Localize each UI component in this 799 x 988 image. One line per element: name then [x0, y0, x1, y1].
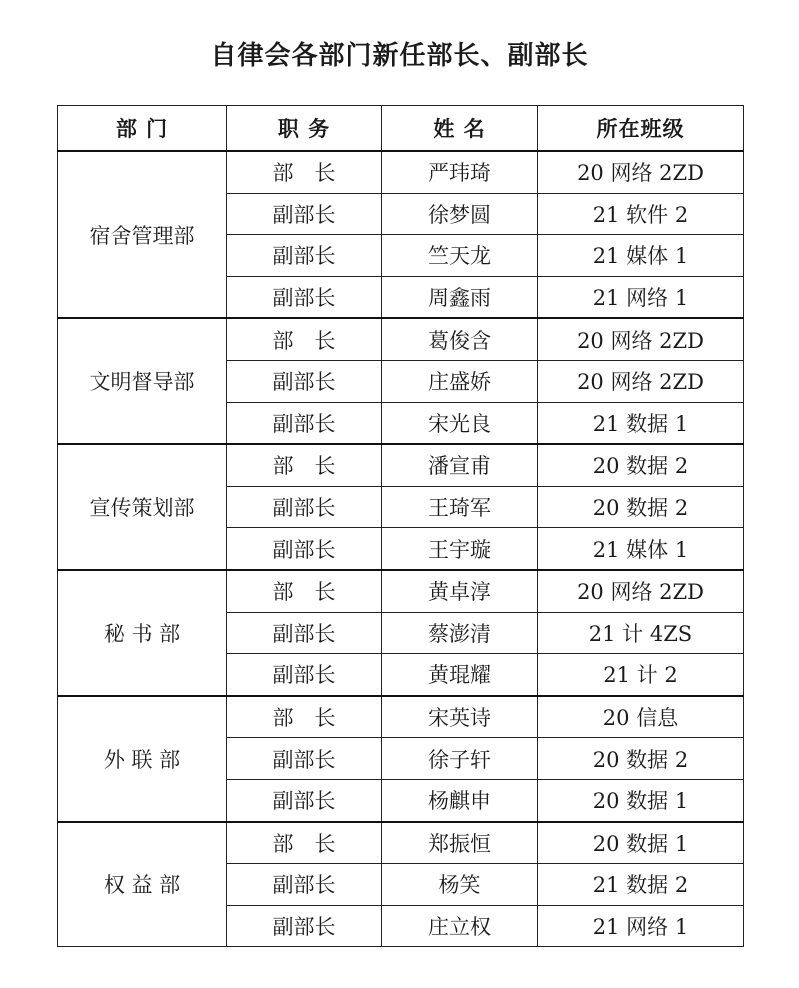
position-cell: 副部长 — [227, 864, 382, 906]
class-cell: 20 网络 2ZD — [538, 570, 744, 612]
position-cell: 部 长 — [227, 151, 382, 193]
class-cell: 20 网络 2ZD — [538, 318, 744, 360]
class-cell: 20 数据 2 — [538, 444, 744, 486]
position-cell: 副部长 — [227, 235, 382, 277]
position-cell: 副部长 — [227, 528, 382, 570]
department-cell: 外 联 部 — [58, 696, 227, 822]
roster-table — [57, 105, 744, 947]
department-cell: 秘 书 部 — [58, 570, 227, 696]
position-cell: 副部长 — [227, 486, 382, 528]
position-cell: 副部长 — [227, 612, 382, 654]
name-cell: 黄卓淳 — [382, 570, 538, 612]
class-cell: 20 数据 2 — [538, 486, 744, 528]
position-cell: 部 长 — [227, 444, 382, 486]
name-cell: 徐子轩 — [382, 738, 538, 780]
table-row — [58, 822, 744, 864]
name-cell: 黄琨耀 — [382, 654, 538, 696]
name-cell: 宋英诗 — [382, 696, 538, 738]
name-cell: 宋光良 — [382, 402, 538, 444]
table-row — [58, 570, 744, 612]
table-row — [58, 696, 744, 738]
department-cell: 宿舍管理部 — [58, 151, 227, 318]
name-cell: 蔡澎清 — [382, 612, 538, 654]
name-cell: 严玮琦 — [382, 151, 538, 193]
position-cell: 副部长 — [227, 779, 382, 821]
class-cell: 20 网络 2ZD — [538, 360, 744, 402]
class-cell: 21 网络 1 — [538, 276, 744, 318]
class-cell: 21 媒体 1 — [538, 528, 744, 570]
table-row — [58, 151, 744, 193]
position-cell: 副部长 — [227, 402, 382, 444]
header-position: 职 务 — [227, 106, 382, 152]
class-cell: 21 软件 2 — [538, 193, 744, 235]
position-cell: 部 长 — [227, 570, 382, 612]
class-cell: 21 网络 1 — [538, 905, 744, 947]
table-body — [58, 151, 744, 947]
position-cell: 副部长 — [227, 360, 382, 402]
class-cell: 21 计 4ZS — [538, 612, 744, 654]
header-department: 部 门 — [58, 106, 227, 152]
name-cell: 杨笑 — [382, 864, 538, 906]
name-cell: 郑振恒 — [382, 822, 538, 864]
department-cell: 权 益 部 — [58, 822, 227, 947]
class-cell: 20 信息 — [538, 696, 744, 738]
name-cell: 潘宣甫 — [382, 444, 538, 486]
name-cell: 竺天龙 — [382, 235, 538, 277]
position-cell: 部 长 — [227, 696, 382, 738]
class-cell: 21 媒体 1 — [538, 235, 744, 277]
class-cell: 20 数据 1 — [538, 822, 744, 864]
position-cell: 部 长 — [227, 822, 382, 864]
name-cell: 庄盛娇 — [382, 360, 538, 402]
class-cell: 20 数据 1 — [538, 779, 744, 821]
class-cell: 20 网络 2ZD — [538, 151, 744, 193]
table-row — [58, 318, 744, 360]
department-cell: 文明督导部 — [58, 318, 227, 444]
department-cell: 宣传策划部 — [58, 444, 227, 570]
position-cell: 副部长 — [227, 654, 382, 696]
name-cell: 杨麒申 — [382, 779, 538, 821]
page-title: 自律会各部门新任部长、副部长 — [210, 41, 589, 71]
table-header-row — [58, 106, 744, 152]
name-cell: 周鑫雨 — [382, 276, 538, 318]
class-cell: 21 数据 1 — [538, 402, 744, 444]
class-cell: 20 数据 2 — [538, 738, 744, 780]
name-cell: 葛俊含 — [382, 318, 538, 360]
position-cell: 部 长 — [227, 318, 382, 360]
name-cell: 王琦军 — [382, 486, 538, 528]
header-class: 所在班级 — [538, 106, 744, 152]
position-cell: 副部长 — [227, 193, 382, 235]
name-cell: 徐梦圆 — [382, 193, 538, 235]
position-cell: 副部长 — [227, 276, 382, 318]
name-cell: 庄立权 — [382, 905, 538, 947]
class-cell: 21 数据 2 — [538, 864, 744, 906]
table-row — [58, 444, 744, 486]
class-cell: 21 计 2 — [538, 654, 744, 696]
name-cell: 王宇璇 — [382, 528, 538, 570]
position-cell: 副部长 — [227, 738, 382, 780]
position-cell: 副部长 — [227, 905, 382, 947]
header-name: 姓 名 — [382, 106, 538, 152]
